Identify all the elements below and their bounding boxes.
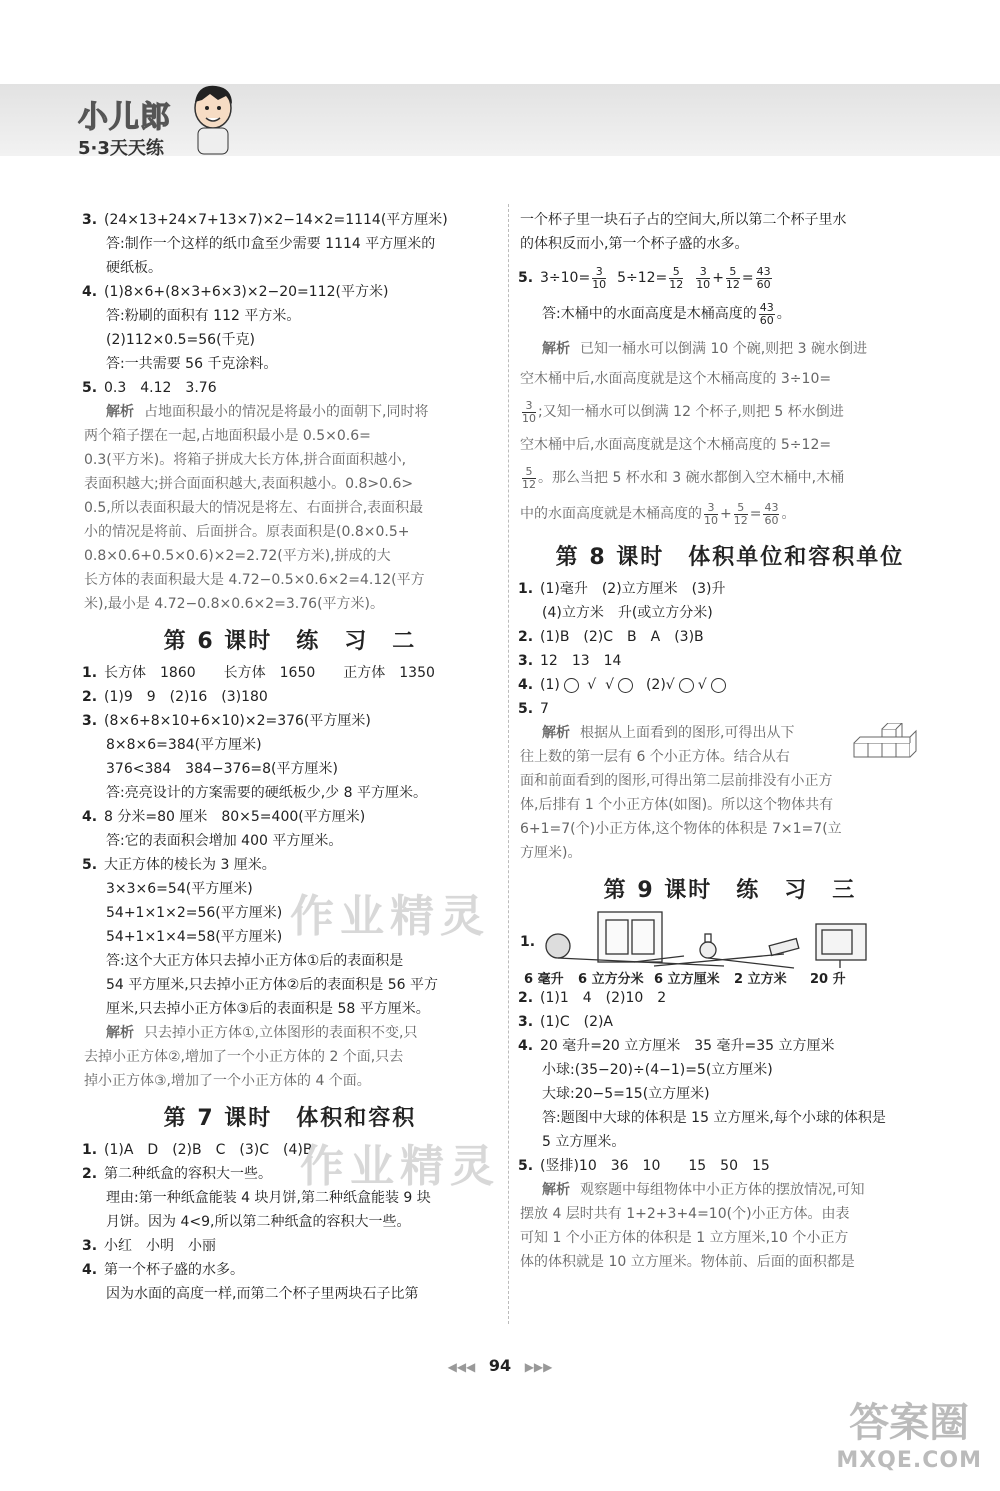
answer-line [84, 304, 496, 328]
watermark-logo-text: 答案圈 [849, 1400, 970, 1446]
analysis-block [84, 1021, 496, 1093]
page-footer [0, 1356, 1000, 1375]
question-number: 3. [82, 1238, 98, 1254]
answer-text: 376<384 384−376=8(平方厘米) [106, 761, 338, 777]
question-number: 1. [518, 581, 534, 597]
analysis-line [84, 448, 496, 472]
answer-text: 硬纸板。 [106, 260, 162, 276]
answer-text: 答:题图中大球的体积是 15 立方厘米,每个小球的体积是 [542, 1110, 886, 1126]
page-number: 94 [488, 1356, 512, 1375]
analysis-line [84, 1021, 496, 1045]
answer-text: 月饼。因为 4<9,所以第二种纸盒的容积大一些。 [106, 1214, 411, 1230]
question-number: 4. [518, 677, 534, 693]
analysis-tag: 解析 [542, 725, 570, 741]
analysis-line [84, 424, 496, 448]
analysis-text: 掉小正方体③,增加了一个小正方体的 4 个面。 [84, 1073, 371, 1089]
watermark-text: 作业精灵 [300, 1141, 500, 1192]
text: 7 [540, 701, 549, 717]
question-number: 2. [518, 629, 534, 645]
analysis-text: 长方体的表面积最大是 4.72−0.5×0.6×2=4.12(平方 [84, 572, 425, 588]
answer-line [84, 709, 496, 733]
answer-text: 大球:20−5=15(立方厘米) [542, 1086, 710, 1102]
analysis-text: 0.3(平方米)。将箱子拼成大长方体,拼合面面积越小, [84, 452, 407, 468]
analysis-tag: 解析 [542, 341, 570, 357]
answer-text: 小球:(35−20)÷(4−1)=5(立方厘米) [542, 1062, 773, 1078]
answer-line [520, 1082, 940, 1106]
text: 5÷12= [617, 270, 668, 286]
analysis-line: 已知一桶水可以倒满 10 个碗,则把 3 碗水倒进 [580, 341, 867, 357]
analysis-tag: 解析 [106, 404, 134, 420]
fraction: $\frac{5}{12}$ [522, 464, 536, 491]
question-number: 2. [82, 689, 98, 705]
text: (1) [540, 677, 560, 693]
answer-text: 54 平方厘米,只去掉小正方体②后的表面积是 56 平方 [106, 977, 438, 993]
matching-label: 2 立方米 [734, 972, 787, 987]
analysis-line: 空木桶中后,水面高度就是这个木桶高度的 3÷10= [520, 371, 832, 387]
analysis-block [520, 1178, 940, 1274]
question-number: 3. [82, 212, 98, 228]
analysis-block [520, 721, 940, 865]
answer-line [520, 577, 940, 601]
analysis-line [84, 496, 496, 520]
answer-text: 20 毫升=20 立方厘米 35 毫升=35 立方厘米 [540, 1038, 835, 1054]
fraction: $\frac{43}{60}$ [764, 500, 779, 527]
answer-text: 长方体 1860 长方体 1650 正方体 1350 [104, 665, 435, 681]
question-number: 4. [82, 284, 98, 300]
answer-text: 大正方体的棱长为 3 厘米。 [104, 857, 276, 873]
answer-text: (2)112×0.5=56(千克) [106, 332, 256, 348]
analysis-block [84, 400, 496, 616]
fraction: $\frac{3}{10}$ [696, 264, 711, 291]
answer-q5b [520, 697, 940, 721]
answer-text: (1)A D (2)B C (3)C (4)B [104, 1142, 313, 1158]
answer-line [520, 986, 940, 1010]
answer-line [520, 1034, 940, 1058]
answer-line [84, 208, 496, 232]
column-divider [508, 204, 509, 1324]
answer-line [84, 973, 496, 997]
answer-text: (1)B (2)C B A (3)B [540, 629, 704, 645]
question-number: 3. [518, 653, 534, 669]
answer-line: 的体积反而小,第一个杯子盛的水多。 [520, 236, 749, 252]
analysis-text: 米),最小是 4.72−0.8×0.6×2=3.76(平方米)。 [84, 596, 384, 612]
logo-title: 小儿郎 [78, 100, 171, 135]
check-icon: √ [697, 677, 707, 693]
analysis-line [84, 592, 496, 616]
answer-text: 因为水面的高度一样,而第二个杯子里两块石子比第 [106, 1286, 419, 1302]
text: + [712, 270, 724, 286]
answer-text: 8×8×6=384(平方厘米) [106, 737, 262, 753]
analysis-line [84, 472, 496, 496]
text: (2) [645, 677, 666, 693]
answer-line [84, 376, 496, 400]
answer-line [520, 1058, 940, 1082]
answer-text: 答:亮亮设计的方案需要的硬纸板少,少 8 平方厘米。 [106, 785, 427, 801]
answer-text: 答:它的表面积会增加 400 平方厘米。 [106, 833, 343, 849]
matching-label: 6 立方厘米 [654, 972, 720, 987]
analysis-line: 根据从上面看到的图形,可得出从下 [580, 725, 795, 741]
answer-text: (1)C (2)A [540, 1014, 614, 1030]
analysis-line [84, 520, 496, 544]
answer-line [84, 256, 496, 280]
question-number: 1. [520, 934, 536, 950]
answer-line [84, 757, 496, 781]
answer-text: 答:一共需要 56 千克涂料。 [106, 356, 278, 372]
logo-subtitle: 5·3天天练 [78, 138, 164, 159]
answer-text: 理由:第一种纸盒能装 4 块月饼,第二种纸盒能装 9 块 [106, 1190, 431, 1206]
answer-line [84, 661, 496, 685]
answer-line [520, 296, 940, 332]
answer-text: 3×3×6=54(平方厘米) [106, 881, 253, 897]
fraction: $\frac{3}{10}$ [704, 500, 718, 527]
section-title: 第 9 课时 练 习 三 [603, 878, 857, 903]
analysis-block: 解析 已知一桶水可以倒满 10 个碗,则把 3 碗水倒进 空木桶中后,水面高度就是这个木桶高度的 3÷10= $\frac{3}{10}$ ;又知一桶水可以倒满 12 个杯子,则把 5 杯水倒进 空木桶中后,水面高度就是这个木桶高度的 5÷12= $\frac{5}{12}$ 。那么当把 5 杯水和 3 碗水都倒入空木桶中,木桶 中的水面高度就是木桶高度的 $\frac{3}{10}$ + $\frac{5}{12}$ = $\frac{43}{60}$ 。 [520, 334, 940, 532]
answer-line [84, 280, 496, 304]
answer-text: (1)毫升 (2)立方厘米 (3)升 [540, 581, 726, 597]
answer-line [84, 733, 496, 757]
text: 3÷10= [540, 270, 591, 286]
circle-icon [564, 678, 579, 693]
analysis-line: 。那么当把 5 杯水和 3 碗水都倒入空木桶中,木桶 [538, 470, 845, 486]
analysis-line: 观察题中每组物体中小正方体的摆放情况,可知 [580, 1182, 865, 1198]
analysis-line: 中的水面高度就是木桶高度的 [520, 506, 702, 522]
circle-icon [618, 678, 633, 693]
mascot-icon [188, 80, 238, 156]
answer-text: 答:这个大正方体只去掉小正方体①后的表面积是 [106, 953, 404, 969]
fraction: $\frac{3}{10}$ [592, 264, 607, 291]
watermark-site: MXQE.COM [836, 1448, 982, 1473]
answer-line [84, 997, 496, 1021]
analysis-text: 0.5,所以表面积最大的情况是将左、右面拼合,表面积最 [84, 500, 424, 516]
analysis-line: ;又知一桶水可以倒满 12 个杯子,则把 5 杯水倒进 [538, 404, 844, 420]
question-number: 2. [518, 990, 534, 1006]
analysis-line [84, 544, 496, 568]
matching-figure [520, 910, 940, 986]
question-number: 5. [518, 270, 534, 286]
answer-line [520, 1154, 940, 1178]
objects-illustration [544, 910, 904, 970]
section-title: 第 7 课时 体积和容积 [163, 1106, 417, 1131]
analysis-line [84, 568, 496, 592]
answer-line [84, 829, 496, 853]
analysis-line: 6+1=7(个)小正方体,这个物体的体积是 7×1=7(立 [520, 821, 842, 837]
analysis-line [84, 1069, 496, 1093]
fraction: $\frac{5}{12}$ [669, 264, 684, 291]
answer-line [84, 328, 496, 352]
answer-text: 答:制作一个这样的纸巾盒至少需要 1114 平方厘米的 [106, 236, 436, 252]
answer-text: 第一个杯子盛的水多。 [104, 1262, 244, 1278]
answer-line [84, 805, 496, 829]
answer-text: 0.3 4.12 3.76 [104, 380, 217, 396]
analysis-line: 方厘米)。 [520, 845, 582, 861]
analysis-line: 体,后排有 1 个小正方体(如图)。所以这个物体共有 [520, 797, 834, 813]
check-icon: √ [587, 677, 597, 693]
check-icon: √ [665, 677, 675, 693]
question-number: 1. [82, 1142, 98, 1158]
logo [78, 92, 171, 160]
question-number: 4. [518, 1038, 534, 1054]
question-number: 3. [82, 713, 98, 729]
answer-line [84, 1282, 496, 1306]
question-number: 1. [82, 665, 98, 681]
matching-label: 20 升 [810, 972, 846, 987]
answer-line [84, 853, 496, 877]
answer-text: 54+1×1×2=56(平方厘米) [106, 905, 283, 921]
question-number: 2. [82, 1166, 98, 1182]
circle-icon [679, 678, 694, 693]
circle-icon [711, 678, 726, 693]
analysis-line: 往上数的第一层有 6 个小正方体。结合从右 [520, 749, 790, 765]
answer-text: 8 分米=80 厘米 80×5=400(平方厘米) [104, 809, 366, 825]
fraction: $\frac{43}{60}$ [759, 300, 774, 327]
answer-text: (1)8×6+(8×3+6×3)×2−20=112(平方米) [104, 284, 389, 300]
answer-line [84, 781, 496, 805]
answer-text: (4)立方米 升(或立方分米) [542, 605, 713, 621]
prev-arrows-icon: ◀◀◀ [447, 1360, 476, 1374]
question-number: 5. [518, 701, 534, 717]
right-column [520, 208, 940, 1274]
answer-q4 [520, 673, 940, 697]
section-title: 第 8 课时 体积单位和容积单位 [555, 545, 905, 570]
fraction: $\frac{5}{12}$ [733, 500, 748, 527]
answer-line [84, 1210, 496, 1234]
answer-line [520, 1106, 940, 1130]
question-number: 5. [82, 380, 98, 396]
answer-q5 [520, 260, 940, 296]
answer-line [84, 1258, 496, 1282]
answer-line [84, 685, 496, 709]
answer-line [84, 232, 496, 256]
analysis-line: 摆放 4 层时共有 1+2+3+4=10(个)小正方体。由表 [520, 1206, 850, 1222]
analysis-text: 小的情况是将前、后面拼合。原表面积是(0.8×0.5+ [84, 524, 410, 540]
analysis-tag: 解析 [106, 1025, 134, 1041]
answer-text: (24×13+24×7+13×7)×2−14×2=1114(平方厘米) [104, 212, 448, 228]
text: 答:木桶中的水面高度是木桶高度的 [542, 306, 757, 322]
answer-text: (竖排)10 36 10 15 50 15 [540, 1158, 770, 1174]
answer-text: 54+1×1×4=58(平方厘米) [106, 929, 283, 945]
matching-label: 6 立方分米 [578, 972, 644, 987]
fraction: $\frac{3}{10}$ [522, 398, 536, 425]
analysis-line: 体的体积就是 10 立方厘米。物体前、后面的面积都是 [520, 1254, 855, 1270]
answer-text: 小红 小明 小丽 [104, 1238, 216, 1254]
question-number: 4. [82, 809, 98, 825]
answer-text: (1)1 4 (2)10 2 [540, 990, 667, 1006]
answer-line [84, 352, 496, 376]
answer-text: 12 13 14 [540, 653, 622, 669]
check-icon: √ [605, 677, 615, 693]
answer-line [520, 649, 940, 673]
analysis-line [84, 400, 496, 424]
question-number: 5. [518, 1158, 534, 1174]
analysis-text: 去掉小正方体②,增加了一个小正方体的 2 个面,只去 [84, 1049, 404, 1065]
fraction: $\frac{5}{12}$ [725, 264, 740, 291]
analysis-line: 可知 1 个小正方体的体积是 1 立方厘米,10 个小正方 [520, 1230, 849, 1246]
analysis-text: 只去掉小正方体①,立体图形的表面积不变,只 [144, 1025, 418, 1041]
analysis-text: 两个箱子摆在一起,占地面积最小是 0.5×0.6= [84, 428, 371, 444]
answer-text: 答:粉刷的面积有 112 平方米。 [106, 308, 301, 324]
answer-text: (1)9 9 (2)16 (3)180 [104, 689, 268, 705]
analysis-tag: 解析 [542, 1182, 570, 1198]
answer-text: (8×6+8×10+6×10)×2=376(平方厘米) [104, 713, 371, 729]
analysis-text: 0.8×0.6+0.5×0.6)×2=2.72(平方米),拼成的大 [84, 548, 391, 564]
analysis-line [84, 1045, 496, 1069]
fraction: $\frac{43}{60}$ [756, 264, 771, 291]
watermark-logo [836, 1391, 982, 1473]
analysis-text: 占地面积最小的情况是将最小的面朝下,同时将 [144, 404, 429, 420]
answer-line [84, 1234, 496, 1258]
answer-text: 5 立方厘米。 [542, 1134, 626, 1150]
cubes-figure [852, 723, 924, 763]
watermark-text: 作业精灵 [290, 891, 490, 942]
answer-line [84, 949, 496, 973]
section-title: 第 6 课时 练 习 二 [163, 629, 417, 654]
answer-text: 厘米,只去掉小正方体③后的表面积是 58 平方厘米。 [106, 1001, 430, 1017]
question-number: 5. [82, 857, 98, 873]
question-number: 4. [82, 1262, 98, 1278]
answer-line [520, 625, 940, 649]
analysis-line: 空木桶中后,水面高度就是这个木桶高度的 5÷12= [520, 437, 832, 453]
analysis-line: 面和前面看到的图形,可得出第二层前排没有小正方 [520, 773, 833, 789]
answer-line: 一个杯子里一块石子占的空间大,所以第二个杯子里水 [520, 212, 847, 228]
question-number: 3. [518, 1014, 534, 1030]
text: 。 [776, 306, 791, 322]
text: = [741, 270, 754, 286]
answer-text: 第二种纸盒的容积大一些。 [104, 1166, 272, 1182]
answer-line [520, 601, 940, 625]
analysis-text: 表面积越大;拼合面面积越大,表面积越小。0.8>0.6> [84, 476, 414, 492]
answer-line [520, 1010, 940, 1034]
matching-label: 6 毫升 [524, 972, 564, 987]
answer-line [520, 1130, 940, 1154]
next-arrows-icon: ▶▶▶ [524, 1360, 553, 1374]
